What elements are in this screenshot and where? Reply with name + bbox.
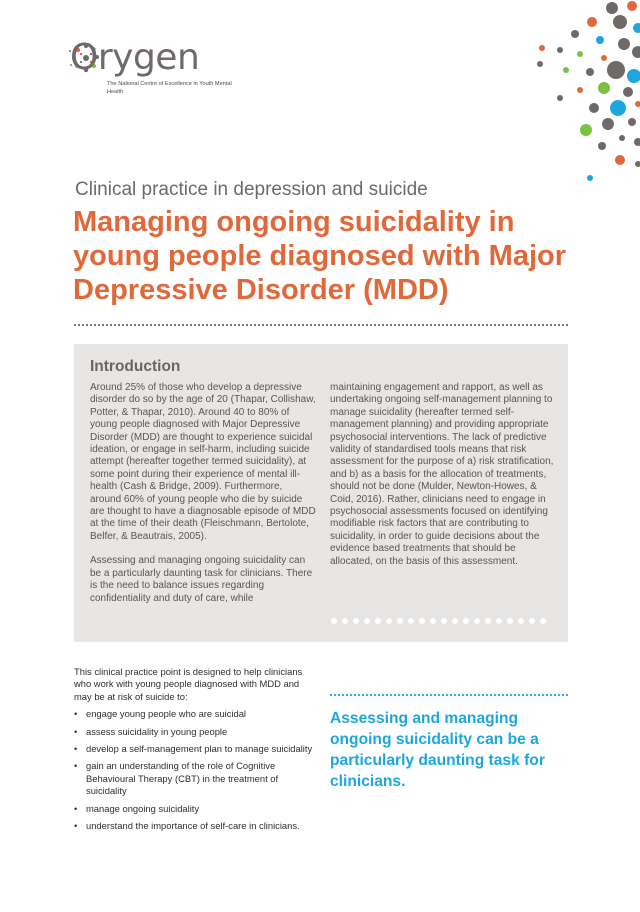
list-item: • engage young people who are suicidal	[74, 708, 314, 720]
introduction-heading: Introduction	[90, 358, 181, 375]
introduction-panel	[74, 344, 568, 642]
list-item: • develop a self-management plan to manage suicidality	[74, 743, 314, 755]
introduction-paragraph: Around 25% of those who develop a depressive disorder do so by the age of 20 (Thapar, Collishaw, Potter, & Thapar, 2010). Around 40 to 80% of young people diagnosed with Major Depressive Disorder (MDD) are thought to experience suicidal ideation, or engage in self-harm, including suicide attempt (hereafter together termed suicidality), at some point during their experience of mental ill-health (Cash & Bridge, 2009). Furthermore, around 60% of young people who die by suicide are thought to have a diagnosable episode of MDD at the time of their death (Fleischmann, Bertolote, Belfer, & Beautrais, 2005).	[90, 382, 316, 542]
dotted-line-icon	[330, 616, 556, 626]
body-column	[74, 666, 314, 837]
introduction-paragraph: Assessing and managing ongoing suicidality can be a particularly daunting task for clinicians. There is the need to balance issues regarding confidentiality and duty of care, while	[90, 555, 313, 604]
page-kicker: Clinical practice in depression and suicide	[75, 179, 428, 200]
introduction-paragraph: maintaining engagement and rapport, as well as undertaking ongoing self-management planning to manage suicidality (hereafter termed self-management planning) and providing appropriate psychosocial interventions. The lack of predictive validity of standardised tools means that risk assessment for the purpose of a) risk stratification, and b) as a basis for the allocation of treatments, should not be done (Mulder, Newton-Howes, & Coid, 2016). Rather, clinicians need to engage in psychosocial assessments focused on identifying modifiable risk factors that are contributing to suicidality, in order to guide decisions about the evidence based treatments that should be allocated, on the basis of this assessment.	[330, 382, 554, 567]
decorative-dots-icon	[520, 0, 640, 190]
pullquote-divider	[330, 694, 568, 696]
page-title: Managing ongoing suicidality in young people diagnosed with Major Depressive Disorder (MDD)	[73, 206, 567, 306]
list-item: • understand the importance of self-care in clinicians.	[74, 820, 314, 832]
introduction-left-column	[90, 382, 316, 617]
list-item: • gain an understanding of the role of Cognitive Behavioural Therapy (CBT) in the treatment of suicidality	[74, 760, 314, 797]
objectives-list	[74, 708, 314, 832]
body-lead: This clinical practice point is designed to help clinicians who work with young people diagnosed with MDD and may be at risk of suicide to:	[74, 666, 303, 702]
dotted-divider	[74, 324, 568, 326]
list-item: • assess suicidality in young people	[74, 726, 314, 738]
list-item: • manage ongoing suicidality	[74, 803, 314, 815]
logo-tagline: The National Centre of Excellence in Youth Mental Health	[107, 81, 232, 95]
introduction-right-column	[330, 382, 556, 580]
pullquote: Assessing and managing ongoing suicidality can be a particularly daunting task for clinicians.	[330, 710, 545, 790]
logo-wordmark: Orygen	[70, 37, 200, 78]
orygen-logo	[66, 38, 236, 98]
